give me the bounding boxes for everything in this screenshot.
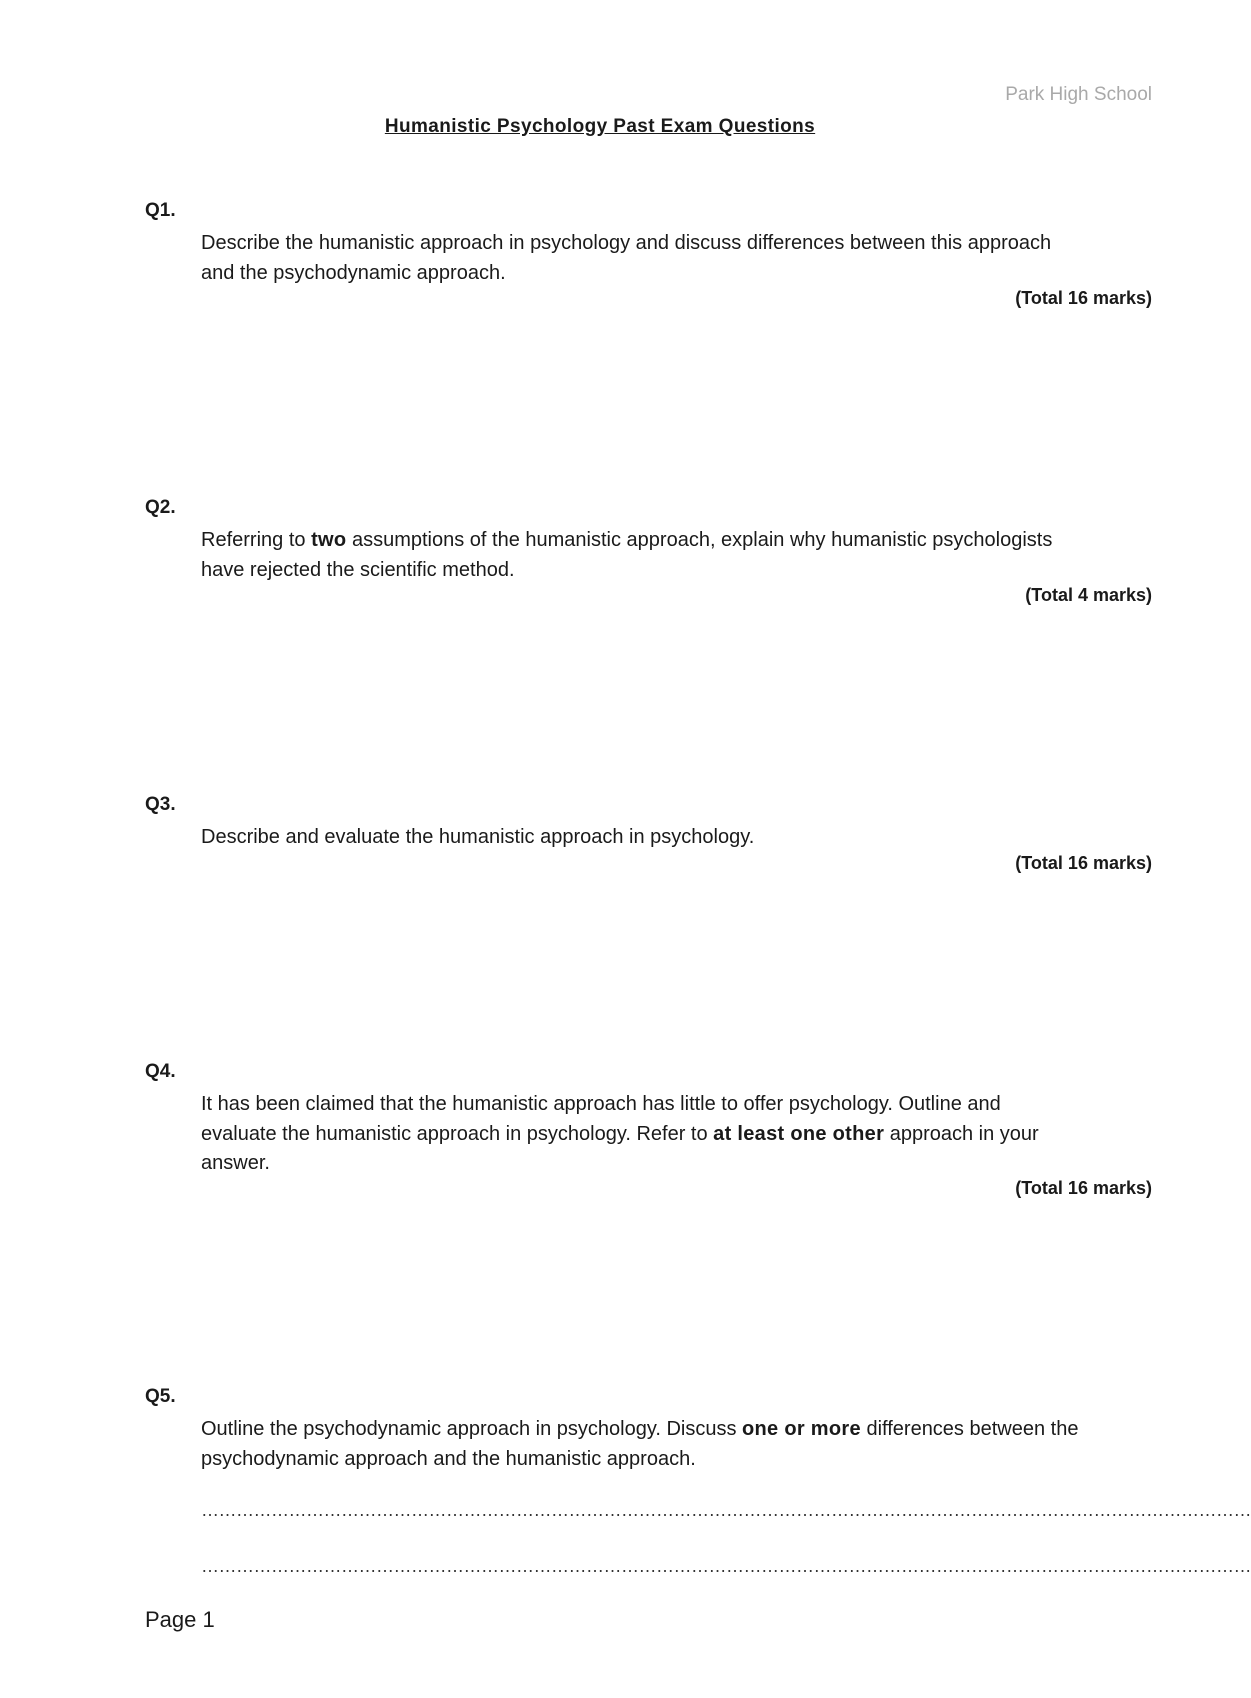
question-text-emphasis: two: [311, 529, 347, 551]
question-number: Q5.: [145, 1386, 176, 1407]
question-text-part: Describe and evaluate the humanistic approach in psychology.: [201, 826, 755, 848]
question-marks: (Total 16 marks): [1015, 1178, 1152, 1198]
question-text: [201, 823, 1081, 853]
question-text-part: assumptions of the humanistic approach, explain why humanistic psychologists have rejected the scientific method.: [201, 529, 1053, 581]
question-number: Q3.: [145, 794, 176, 815]
school-name: Park High School: [1005, 84, 1152, 105]
page-title: Humanistic Psychology Past Exam Questions: [384, 116, 816, 137]
question-marks: (Total 16 marks): [1015, 853, 1152, 873]
question-text: [201, 229, 1081, 288]
question-marks: (Total 16 marks): [1015, 288, 1152, 308]
question-text-emphasis: one or more: [742, 1418, 861, 1440]
question-text: [201, 1090, 1081, 1179]
question-text-part: Describe the humanistic approach in psychology and discuss differences between this approach and the psychodynamic approach.: [201, 232, 1052, 284]
answer-line[interactable]: ………………………………………………………………………………………………………………………………………………………………: [201, 1556, 1251, 1576]
question-number: Q1.: [145, 200, 176, 221]
question-text-part: Outline the psychodynamic approach in psychology. Discuss: [201, 1418, 743, 1440]
question-text-emphasis: at least one other: [713, 1122, 885, 1145]
question-marks: (Total 4 marks): [1025, 585, 1152, 605]
question-number: Q2.: [145, 497, 176, 518]
question-text-part: It has been claimed that the humanistic approach has little to offer psychology. Outline and evaluate the humanistic approach in psychology. Refer to: [201, 1093, 1001, 1145]
question-text-part: Referring to: [201, 529, 312, 551]
question-text-part: approach in your answer.: [201, 1122, 1039, 1174]
question-number: Q4.: [145, 1061, 176, 1082]
question-text: [201, 526, 1081, 585]
page-number: Page 1: [145, 1607, 215, 1632]
question-text-part: differences between the psychodynamic approach and the humanistic approach.: [201, 1418, 1079, 1470]
question-text: [201, 1415, 1081, 1474]
answer-line[interactable]: ………………………………………………………………………………………………………………………………………………………………: [201, 1500, 1251, 1520]
